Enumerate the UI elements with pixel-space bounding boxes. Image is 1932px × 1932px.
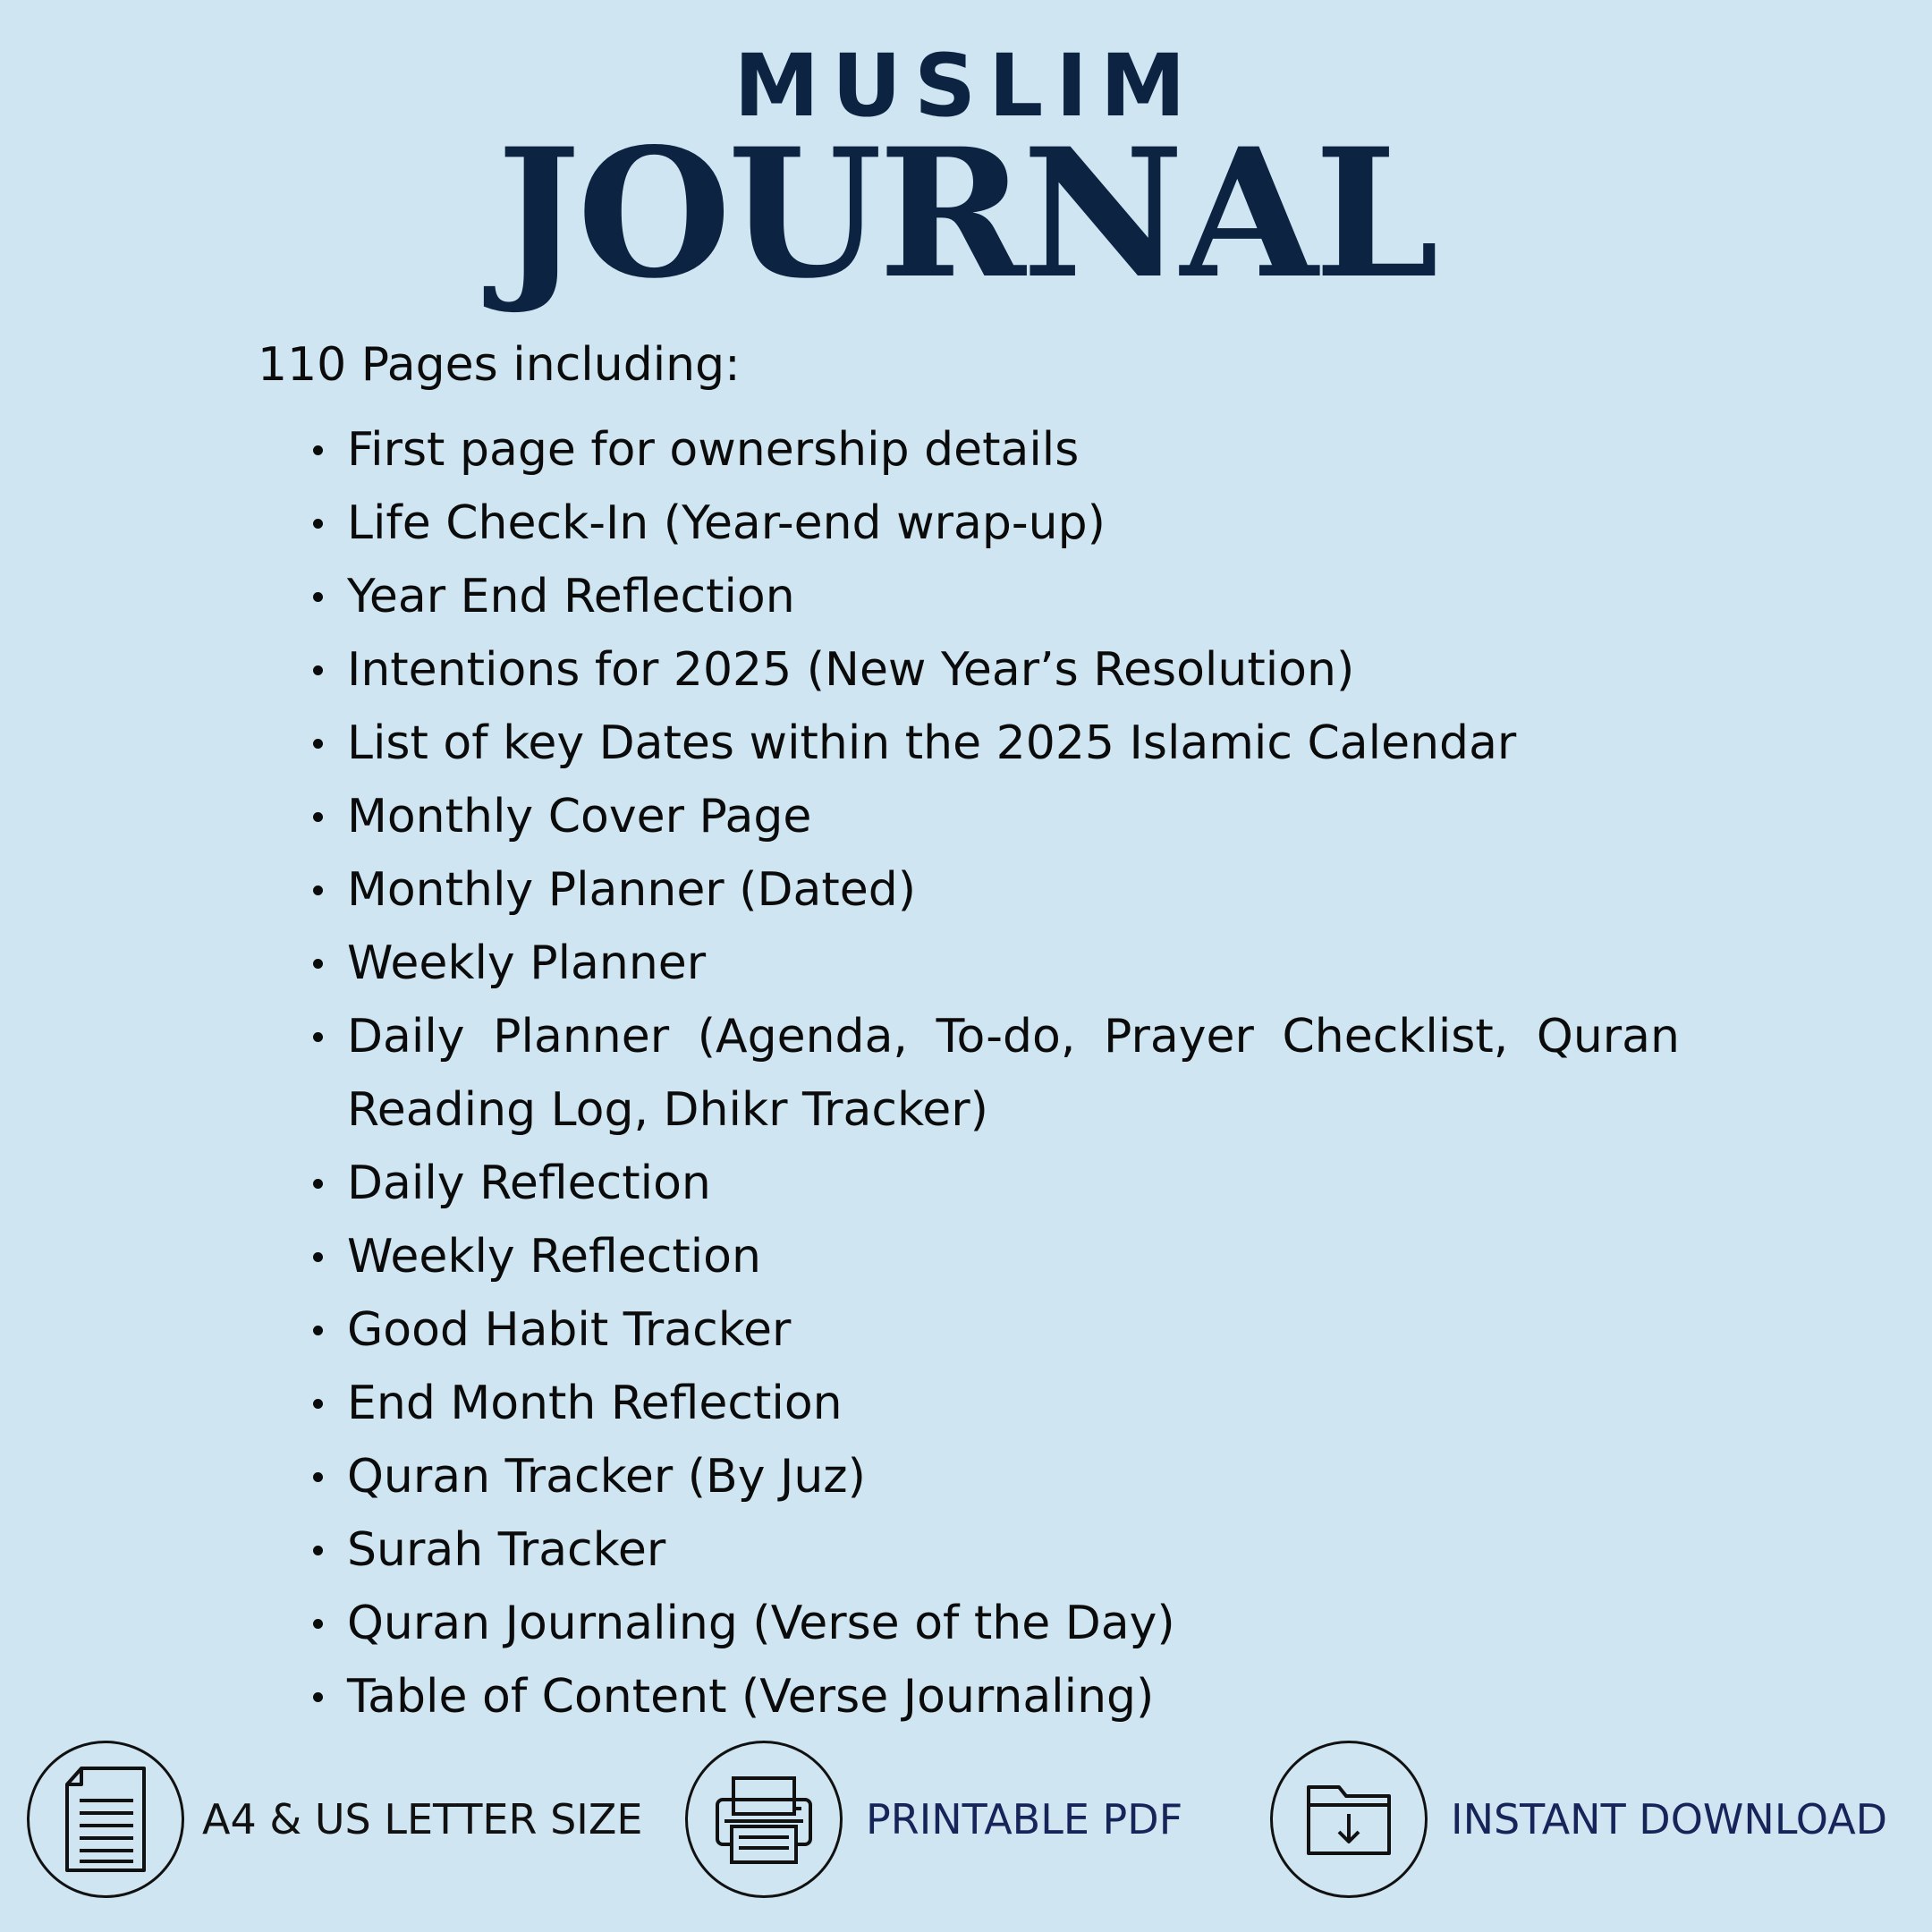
feature-item: Daily Reflection [347,1147,1680,1220]
feature-item: Monthly Planner (Dated) [347,853,1680,927]
badge-label: A4 & US LETTER SIZE [202,1795,643,1843]
download-folder-icon [1270,1741,1428,1898]
badge-label: PRINTABLE PDF [866,1795,1183,1843]
feature-item: Monthly Cover Page [347,780,1680,853]
feature-item: List of key Dates within the 2025 Islamic Calendar [347,707,1680,780]
feature-item: Surah Tracker [347,1513,1680,1587]
feature-item: Quran Journaling (Verse of the Day) [347,1587,1680,1660]
feature-item: First page for ownership details [347,413,1680,487]
title-journal: JOURNAL [496,109,1436,318]
feature-item: Weekly Reflection [347,1220,1680,1293]
printer-icon [685,1741,843,1898]
badge-download [1270,1739,1887,1900]
feature-item: Quran Tracker (By Juz) [347,1440,1680,1513]
feature-item: End Month Reflection [347,1367,1680,1440]
feature-item: Weekly Planner [347,927,1680,1000]
badge-printable [685,1739,1182,1900]
document-icon [27,1741,184,1898]
feature-item: Life Check-In (Year-end wrap-up) [347,487,1680,560]
badge-paper-size [27,1739,642,1900]
feature-item: Daily Planner (Agenda, To-do, Prayer Checklist, Quran Reading Log, Dhikr Tracker) [347,1000,1680,1147]
feature-item: Intentions for 2025 (New Year’s Resolution) [347,633,1680,707]
feature-item: Table of Content (Verse Journaling) [347,1660,1680,1733]
title-muslim: MUSLIM [733,36,1199,136]
feature-list [347,413,1680,1733]
page-count-intro: 110 Pages including: [258,338,741,392]
feature-item: Good Habit Tracker [347,1293,1680,1367]
badge-label: INSTANT DOWNLOAD [1451,1795,1888,1843]
feature-item: Year End Reflection [347,560,1680,633]
